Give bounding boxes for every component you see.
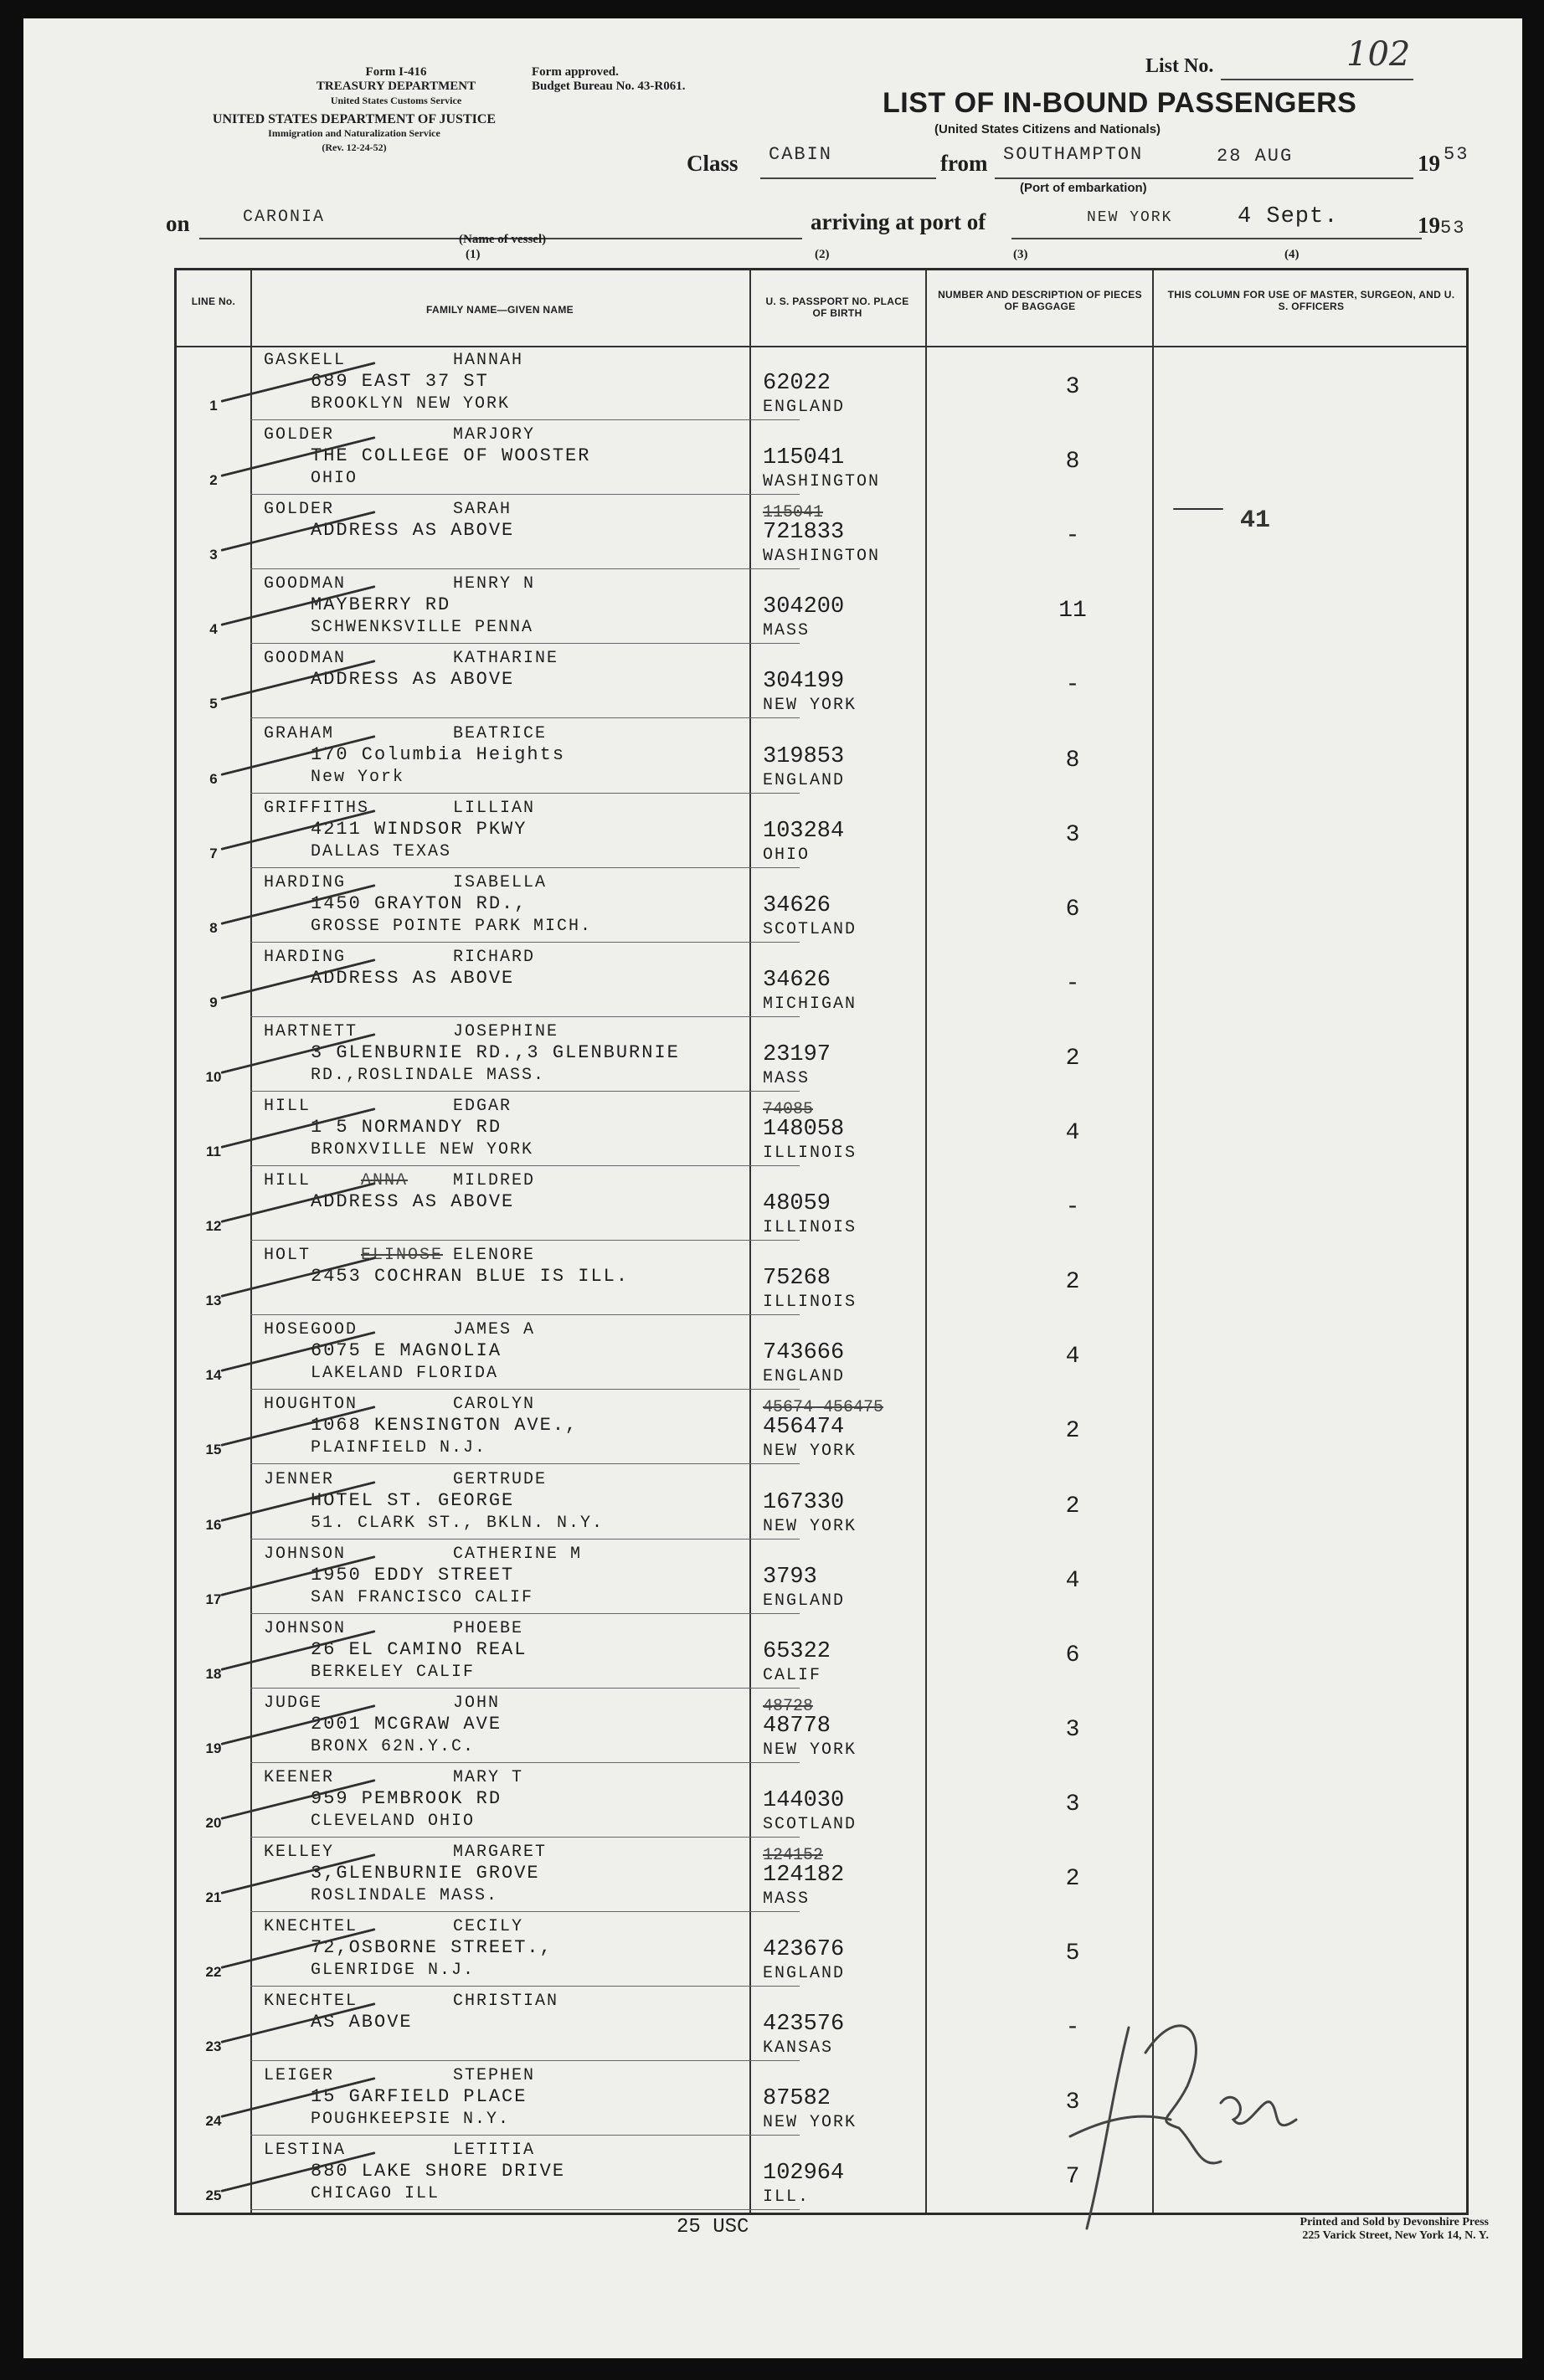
baggage-count: 5 [1065, 1940, 1080, 1967]
line-number: 15 [205, 1442, 222, 1458]
footer-code: 25 USC [677, 2216, 749, 2239]
line-number: 10 [205, 1068, 222, 1085]
from-value: SOUTHAMPTON [1003, 144, 1144, 165]
place-of-birth: ENGLAND [763, 1367, 846, 1387]
revision: (Rev. 12-24-52) [322, 141, 387, 153]
passport-number: 102964 [763, 2161, 845, 2187]
address-line-1: 1 5 NORMANDY RD [311, 1117, 502, 1138]
baggage-count: 3 [1065, 1716, 1080, 1743]
place-of-birth: ENGLAND [763, 1591, 846, 1611]
given-name: STEPHEN [453, 2066, 536, 2086]
arrival-port: NEW YORK [1087, 209, 1173, 226]
table-row [177, 1019, 1466, 1092]
officer-note: 41 [1240, 506, 1271, 535]
table-row [177, 422, 1466, 496]
given-name: JAMES A [453, 1320, 536, 1340]
baggage-count: 4 [1065, 1567, 1080, 1594]
year-prefix: 19 [1418, 151, 1440, 176]
given-name: MARY T [453, 1767, 524, 1787]
address-line-2: BROOKLYN NEW YORK [311, 394, 511, 414]
line-number: 6 [209, 770, 218, 787]
baggage-count: 2 [1065, 1493, 1080, 1519]
table-row [177, 795, 1466, 869]
line-number: 16 [205, 1516, 222, 1533]
family-name: GOLDER [264, 425, 335, 445]
place-of-birth: ENGLAND [763, 770, 846, 790]
family-name: GOODMAN [264, 649, 347, 669]
place-of-birth: KANSAS [763, 2038, 834, 2059]
line-number: 19 [205, 1740, 222, 1756]
family-name: JOHNSON [264, 1544, 347, 1564]
dept-block [166, 112, 543, 155]
address-line-2: BRONX 62N.Y.C. [311, 1736, 476, 1756]
form-id-block [300, 65, 492, 108]
address-line-2: RD.,ROSLINDALE MASS. [311, 1065, 546, 1085]
table-row [177, 571, 1466, 645]
passport-number: 743666 [763, 1340, 845, 1366]
address-line-1: 959 PEMBROOK RD [311, 1787, 502, 1809]
table-row [177, 1467, 1466, 1540]
baggage-count: 3 [1065, 374, 1080, 400]
baggage-count: 3 [1065, 2090, 1080, 2116]
struck-passport-number: 124152 [763, 1846, 824, 1865]
given-name: MARGARET [453, 1843, 548, 1862]
given-name: MILDRED [453, 1171, 536, 1191]
line-number: 1 [209, 398, 218, 414]
document-title: LIST OF IN-BOUND PASSENGERS [883, 87, 1357, 119]
place-of-birth: ENGLAND [763, 1964, 846, 1984]
family-name: GRIFFITHS [264, 798, 370, 818]
on-label: on [166, 211, 190, 236]
baggage-count: - [1065, 2015, 1080, 2042]
vessel-caption: (Name of vessel) [459, 233, 547, 246]
customs-service: United States Customs Service [330, 95, 462, 106]
address-line-1: 72,OSBORNE STREET., [311, 1937, 553, 1959]
place-of-birth: WASHINGTON [763, 547, 881, 567]
family-name: HARTNETT [264, 1021, 358, 1041]
family-name: KELLEY [264, 1843, 335, 1862]
address-line-2: POUGHKEEPSIE N.Y. [311, 2110, 511, 2130]
passport-number: 48778 [763, 1713, 831, 1739]
list-no-label: List No. [1145, 55, 1214, 77]
address-line-1: 2001 MCGRAW AVE [311, 1713, 502, 1735]
address-line-1: 6075 E MAGNOLIA [311, 1340, 502, 1362]
address-line-1: 1950 EDDY STREET [311, 1564, 515, 1586]
table-row [177, 347, 1466, 421]
baggage-count: 6 [1065, 1642, 1080, 1668]
address-line-2: CLEVELAND OHIO [311, 1811, 476, 1831]
caption-4: (4) [1284, 248, 1300, 261]
address-line-1: 15 GARFIELD PLACE [311, 2086, 528, 2108]
line-number: 3 [209, 547, 218, 563]
line-number: 9 [209, 994, 218, 1010]
line-number: 8 [209, 919, 218, 936]
passenger-table [174, 268, 1469, 2215]
list-no-value: 102 [1346, 35, 1411, 74]
line-number: 24 [205, 2113, 222, 2130]
table-row [177, 1242, 1466, 1316]
given-name: HANNAH [453, 351, 524, 370]
treasury-dept: TREASURY DEPARTMENT [316, 80, 476, 93]
address-line-2: PLAINFIELD N.J. [311, 1438, 487, 1458]
struck-passport-number: 45674 456475 [763, 1398, 884, 1418]
table-row [177, 870, 1466, 943]
embark-date: 28 AUG [1217, 146, 1294, 167]
given-name: PHOEBE [453, 1618, 524, 1638]
address-line-2: DALLAS TEXAS [311, 841, 452, 861]
table-row [177, 1839, 1466, 1913]
given-name: RICHARD [453, 947, 536, 967]
baggage-count: 8 [1065, 449, 1080, 475]
table-row [177, 1391, 1466, 1465]
family-name: KNECHTEL [264, 1992, 358, 2012]
manifest-page [23, 18, 1522, 2358]
given-name: SARAH [453, 500, 512, 520]
address-line-2: GLENRIDGE N.J. [311, 1961, 476, 1981]
family-name: JOHNSON [264, 1618, 347, 1638]
place-of-birth: CALIF [763, 1665, 822, 1685]
table-row [177, 1541, 1466, 1615]
baggage-count: 4 [1065, 1344, 1080, 1370]
table-row [177, 944, 1466, 1018]
given-name: HENRY N [453, 574, 536, 594]
family-name: LEIGER [264, 2066, 335, 2086]
place-of-birth: MASS [763, 1068, 811, 1088]
address-line-1: 4211 WINDSOR PKWY [311, 818, 528, 840]
baggage-count: 2 [1065, 1269, 1080, 1296]
table-row [177, 645, 1466, 719]
family-name: HOSEGOOD [264, 1320, 358, 1340]
arriving-label: arriving at port of [811, 209, 986, 234]
passport-number: 319853 [763, 743, 845, 769]
given-name: JOHN [453, 1693, 501, 1713]
family-name: HILL [264, 1097, 311, 1116]
place-of-birth: MICHIGAN [763, 994, 857, 1014]
dept-justice: UNITED STATES DEPARTMENT OF JUSTICE [212, 112, 497, 126]
given-name: EDGAR [453, 1097, 512, 1116]
arrival-year-suffix: 53 [1440, 218, 1466, 239]
passport-number: 75268 [763, 1266, 831, 1292]
col-baggage: NUMBER AND DESCRIPTION OF PIECES OF BAGGAGE [938, 289, 1142, 312]
form-approved: Form approved. [532, 65, 619, 79]
address-line-1: ADDRESS AS ABOVE [311, 520, 515, 542]
passport-number: 3793 [763, 1564, 817, 1590]
baggage-count: - [1065, 672, 1080, 699]
given-name: ISABELLA [453, 872, 548, 892]
given-name: MARJORY [453, 425, 536, 445]
passport-number: 23197 [763, 1041, 831, 1067]
address-line-1: 880 LAKE SHORE DRIVE [311, 2161, 566, 2182]
family-name: JUDGE [264, 1693, 323, 1713]
place-of-birth: NEW YORK [763, 1442, 857, 1462]
passport-number: 124182 [763, 1863, 845, 1888]
class-value: CABIN [769, 144, 833, 165]
place-of-birth: ENGLAND [763, 398, 846, 417]
place-of-birth: NEW YORK [763, 696, 857, 716]
given-name: BEATRICE [453, 723, 548, 743]
struck-passport-number: 115041 [763, 503, 824, 523]
given-name: CECILY [453, 1917, 524, 1937]
given-name: CHRISTIAN [453, 1992, 559, 2012]
col-line-no: LINE No. [191, 296, 236, 307]
table-row [177, 1914, 1466, 1987]
passport-number: 167330 [763, 1489, 845, 1515]
place-of-birth: ILLINOIS [763, 1218, 857, 1238]
col-officers: THIS COLUMN FOR USE OF MASTER, SURGEON, AND U. S. OFFICERS [1167, 289, 1455, 312]
address-line-1: ADDRESS AS ABOVE [311, 967, 515, 989]
place-of-birth: ILL. [763, 2187, 811, 2208]
place-of-birth: ILLINOIS [763, 1293, 857, 1313]
family-name: HILL [264, 1171, 311, 1191]
line-number: 12 [205, 1218, 222, 1235]
line-number: 23 [205, 2038, 222, 2055]
address-line-2: LAKELAND FLORIDA [311, 1364, 499, 1384]
family-name: GASKELL [264, 351, 347, 370]
family-name: GRAHAM [264, 723, 335, 743]
table-row [177, 1616, 1466, 1689]
baggage-count: - [1065, 1195, 1080, 1221]
col-name: FAMILY NAME—GIVEN NAME [426, 304, 574, 316]
ins-service: Immigration and Naturalization Service [268, 127, 440, 139]
baggage-count: 8 [1065, 747, 1080, 774]
address-line-1: MAYBERRY RD [311, 594, 451, 616]
line-number: 18 [205, 1665, 222, 1682]
family-name: GOLDER [264, 500, 335, 520]
line-number: 21 [205, 1889, 222, 1905]
officer-signature [1053, 1994, 1355, 2245]
address-line-1: 2453 COCHRAN BLUE IS ILL. [311, 1266, 630, 1288]
address-line-2: OHIO [311, 469, 358, 489]
given-name: ELENORE [453, 1246, 536, 1266]
caption-1: (1) [466, 248, 481, 261]
family-name: KEENER [264, 1767, 335, 1787]
family-name: LESTINA [264, 2141, 347, 2161]
address-line-1: 1450 GRAYTON RD., [311, 892, 528, 914]
passport-number: 721833 [763, 520, 845, 546]
address-line-2: BERKELEY CALIF [311, 1662, 476, 1682]
baggage-count: - [1065, 970, 1080, 997]
passport-number: 62022 [763, 371, 831, 396]
family-name: HARDING [264, 872, 347, 892]
table-row [177, 721, 1466, 794]
baggage-count: - [1065, 523, 1080, 550]
address-line-2: 51. CLARK ST., BKLN. N.Y. [311, 1513, 605, 1533]
line-number: 5 [209, 696, 218, 712]
year-suffix: 53 [1444, 144, 1469, 165]
address-line-1: AS ABOVE [311, 2012, 413, 2033]
struck-given-name: ANNA [361, 1171, 409, 1191]
from-label: from [940, 151, 988, 176]
printer-line-1: Printed and Sold by Devonshire Press [1300, 2216, 1489, 2228]
col-passport: U. S. PASSPORT NO. PLACE OF BIRTH [765, 296, 909, 319]
passport-number: 423576 [763, 2012, 845, 2038]
table-row [177, 1093, 1466, 1167]
place-of-birth: MASS [763, 1889, 811, 1909]
document-subtitle: (United States Citizens and Nationals) [934, 122, 1161, 136]
address-line-1: 1068 KENSINGTON AVE., [311, 1415, 579, 1437]
baggage-count: 2 [1065, 1418, 1080, 1445]
line-number: 2 [209, 472, 218, 489]
place-of-birth: NEW YORK [763, 2113, 857, 2133]
given-name: KATHARINE [453, 649, 559, 669]
table-row [177, 1168, 1466, 1241]
table-row [177, 1690, 1466, 1764]
line-number: 11 [206, 1144, 221, 1159]
passport-number: 304199 [763, 669, 845, 695]
family-name: KNECHTEL [264, 1917, 358, 1937]
line-number: 7 [209, 845, 218, 861]
given-name: CAROLYN [453, 1395, 536, 1415]
embark-caption: (Port of embarkation) [1020, 181, 1147, 195]
passport-number: 34626 [763, 892, 831, 918]
address-line-1: 3 GLENBURNIE RD.,3 GLENBURNIE [311, 1041, 680, 1063]
passport-number: 115041 [763, 445, 845, 471]
address-line-1: ADDRESS AS ABOVE [311, 669, 515, 691]
address-line-2: SCHWENKSVILLE PENNA [311, 618, 534, 638]
passport-number: 34626 [763, 967, 831, 993]
struck-passport-number: 48728 [763, 1696, 814, 1716]
arrival-date: 4 Sept. [1238, 204, 1339, 229]
baggage-count: 4 [1065, 1120, 1080, 1146]
family-name: HOUGHTON [264, 1395, 358, 1415]
baggage-count: 2 [1065, 1045, 1080, 1072]
family-name: JENNER [264, 1469, 335, 1489]
line-number: 14 [205, 1367, 222, 1384]
place-of-birth: MASS [763, 621, 811, 641]
passport-number: 103284 [763, 818, 845, 844]
baggage-count: 11 [1058, 598, 1087, 625]
passport-number: 148058 [763, 1117, 845, 1142]
family-name: HARDING [264, 947, 347, 967]
approval-block [532, 65, 686, 94]
family-name: HOLT [264, 1246, 311, 1266]
passport-number: 456474 [763, 1415, 845, 1441]
caption-2: (2) [815, 248, 830, 261]
address-line-1: HOTEL ST. GEORGE [311, 1489, 515, 1511]
address-line-1: 689 EAST 37 ST [311, 371, 489, 392]
given-name: GERTRUDE [453, 1469, 548, 1489]
given-name: JOSEPHINE [453, 1021, 559, 1041]
caption-3: (3) [1013, 248, 1028, 261]
address-line-2: CHICAGO ILL [311, 2184, 440, 2204]
passport-number: 423676 [763, 1937, 845, 1963]
baggage-count: 2 [1065, 1866, 1080, 1892]
passport-number: 144030 [763, 1787, 845, 1813]
baggage-count: 7 [1065, 2164, 1080, 2191]
passport-number: 87582 [763, 2086, 831, 2112]
place-of-birth: SCOTLAND [763, 919, 857, 939]
arrival-year-prefix: 19 [1418, 213, 1440, 238]
address-line-2: ROSLINDALE MASS. [311, 1886, 499, 1905]
place-of-birth: NEW YORK [763, 1516, 857, 1536]
place-of-birth: SCOTLAND [763, 1814, 857, 1834]
address-line-1: 3,GLENBURNIE GROVE [311, 1863, 540, 1884]
given-name: LETITIA [453, 2141, 536, 2161]
address-line-1: ADDRESS AS ABOVE [311, 1191, 515, 1213]
passport-number: 65322 [763, 1638, 831, 1664]
table-row [177, 496, 1466, 570]
address-line-2: GROSSE POINTE PARK MICH. [311, 916, 593, 936]
budget-bureau: Budget Bureau No. 43-R061. [532, 80, 686, 93]
table-row [177, 1765, 1466, 1838]
line-number: 20 [205, 1814, 222, 1831]
address-line-1: 170 Columbia Heights [311, 743, 566, 765]
passport-number: 304200 [763, 594, 845, 620]
address-line-2: BRONXVILLE NEW YORK [311, 1140, 534, 1159]
line-number: 25 [205, 2187, 222, 2204]
place-of-birth: NEW YORK [763, 1740, 857, 1760]
struck-passport-number: 74085 [763, 1100, 814, 1119]
line-number: 22 [205, 1964, 222, 1981]
baggage-count: 3 [1065, 1791, 1080, 1817]
baggage-count: 6 [1065, 896, 1080, 923]
place-of-birth: WASHINGTON [763, 472, 881, 492]
address-line-2: SAN FRANCISCO CALIF [311, 1587, 534, 1607]
printer-line-2: 225 Varick Street, New York 14, N. Y. [1302, 2229, 1489, 2242]
vessel-value: CARONIA [243, 208, 326, 227]
table-row [177, 1317, 1466, 1390]
place-of-birth: ILLINOIS [763, 1144, 857, 1163]
line-number: 13 [205, 1293, 222, 1309]
place-of-birth: OHIO [763, 845, 811, 865]
class-label: Class [687, 151, 739, 176]
address-line-2: New York [311, 767, 405, 787]
form-number: Form I-416 [365, 65, 427, 79]
line-number: 17 [205, 1591, 222, 1607]
address-line-1: 26 EL CAMINO REAL [311, 1638, 528, 1660]
given-name: CATHERINE M [453, 1544, 583, 1564]
struck-given-name: ELINOSE [361, 1246, 444, 1266]
passport-number: 48059 [763, 1191, 831, 1217]
family-name: GOODMAN [264, 574, 347, 594]
line-number: 4 [209, 621, 218, 638]
given-name: LILLIAN [453, 798, 536, 818]
address-line-1: THE COLLEGE OF WOOSTER [311, 445, 591, 467]
baggage-count: 3 [1065, 821, 1080, 848]
